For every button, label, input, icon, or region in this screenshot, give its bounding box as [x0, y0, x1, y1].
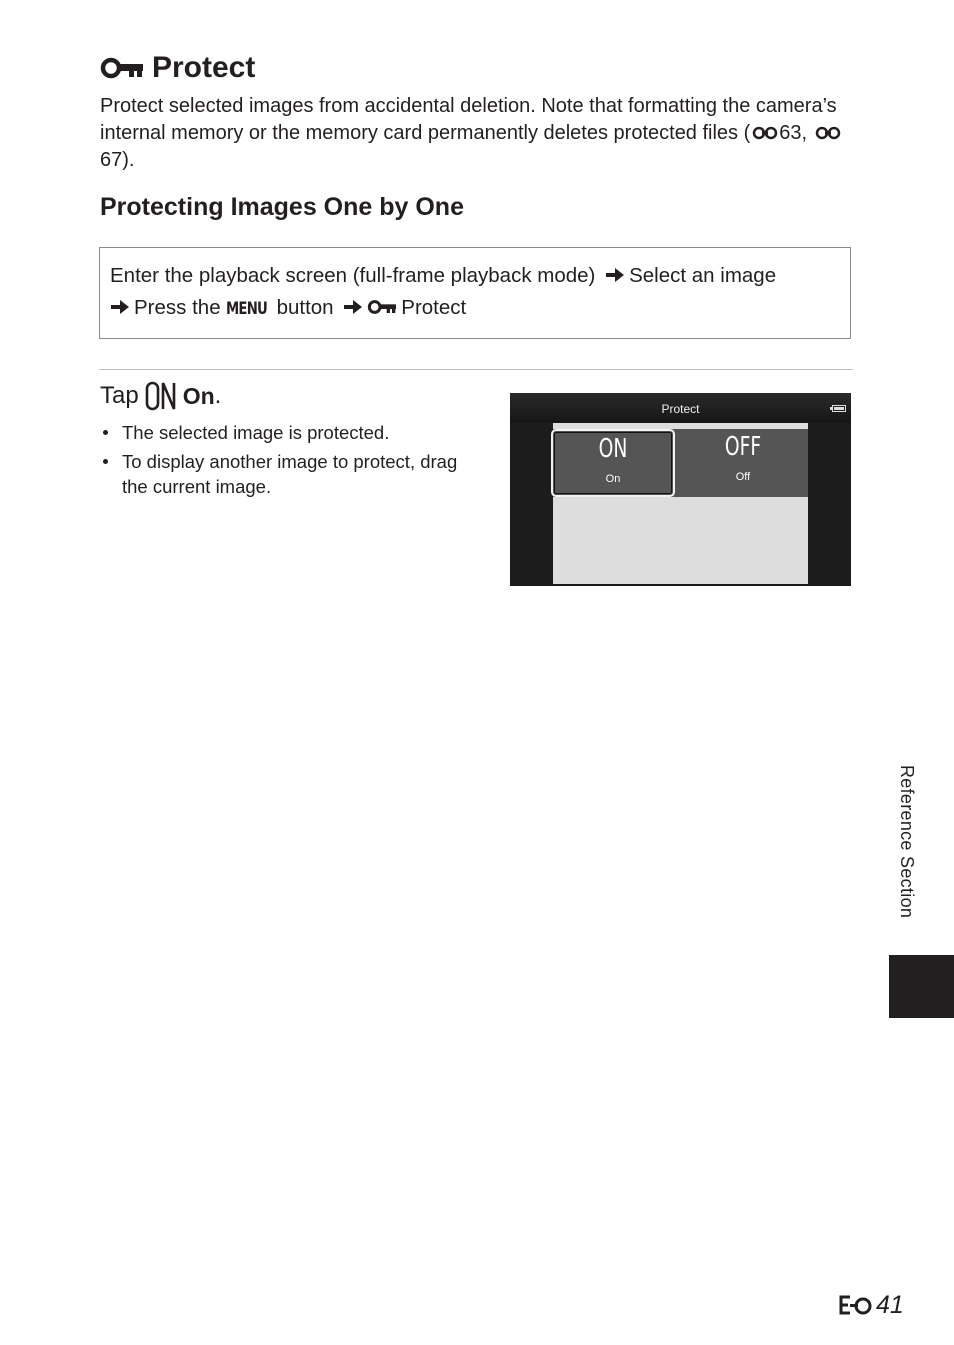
side-tab — [875, 765, 935, 940]
instruction-heading — [100, 378, 221, 414]
reference-mark-icon — [815, 126, 841, 140]
side-tab-label: Reference Section — [897, 765, 917, 919]
option-on-button[interactable] — [551, 429, 675, 497]
reference-mark-icon — [752, 126, 778, 140]
protect-key-icon — [367, 299, 397, 315]
procedure-step: Protect — [401, 296, 467, 319]
protect-key-icon — [100, 56, 144, 80]
procedure-box — [99, 247, 851, 339]
option-off-label: Off — [735, 471, 751, 483]
separator: , — [801, 122, 813, 144]
on-word: On — [182, 382, 215, 409]
option-off-button[interactable] — [681, 429, 805, 497]
option-off-glyph: OFF — [724, 432, 762, 462]
menu-button-label: MENU — [226, 299, 268, 319]
intro-end: ). — [122, 149, 135, 171]
screen-title: Protect — [661, 402, 700, 416]
procedure-step: Enter the playback screen (full-frame playback mode) — [110, 264, 596, 287]
arrow-right-icon — [343, 299, 363, 315]
page-title — [100, 48, 255, 88]
page-e-icon — [838, 1294, 874, 1316]
arrow-right-icon — [110, 299, 130, 315]
procedure-step: Select an image — [629, 264, 777, 287]
list-item: The selected image is protected. — [100, 420, 480, 445]
option-on-label: On — [605, 473, 621, 485]
tap-word: Tap — [100, 382, 139, 409]
page-number-text: 41 — [876, 1290, 904, 1319]
intro-paragraph — [100, 93, 860, 174]
on-glyph-icon — [145, 381, 177, 411]
page-number — [838, 1290, 904, 1320]
period: . — [214, 382, 222, 409]
screen-right-panel — [808, 423, 851, 586]
intro-text: Protect selected images from accidental deletion. Note that formatting the camera’s internal memory or the memory card permanently deletes protected files ( — [100, 95, 837, 144]
title-text: Protect — [152, 51, 256, 84]
arrow-right-icon — [605, 267, 625, 283]
option-on-glyph: ON — [598, 434, 628, 464]
reference-link[interactable]: 67 — [100, 149, 123, 171]
screen-topbar — [510, 393, 851, 424]
battery-icon — [832, 405, 846, 412]
camera-screen — [510, 393, 851, 586]
list-item: To display another image to protect, drag the current image. — [100, 449, 480, 499]
reference-link[interactable]: 63 — [779, 122, 802, 144]
procedure-step: button — [276, 296, 334, 319]
procedure-step: Press the — [134, 296, 221, 319]
bullet-list — [100, 420, 480, 503]
side-tab-marker — [889, 955, 954, 1018]
section-heading: Protecting Images One by One — [100, 193, 464, 221]
screen-left-panel — [510, 423, 553, 586]
divider — [99, 369, 853, 370]
